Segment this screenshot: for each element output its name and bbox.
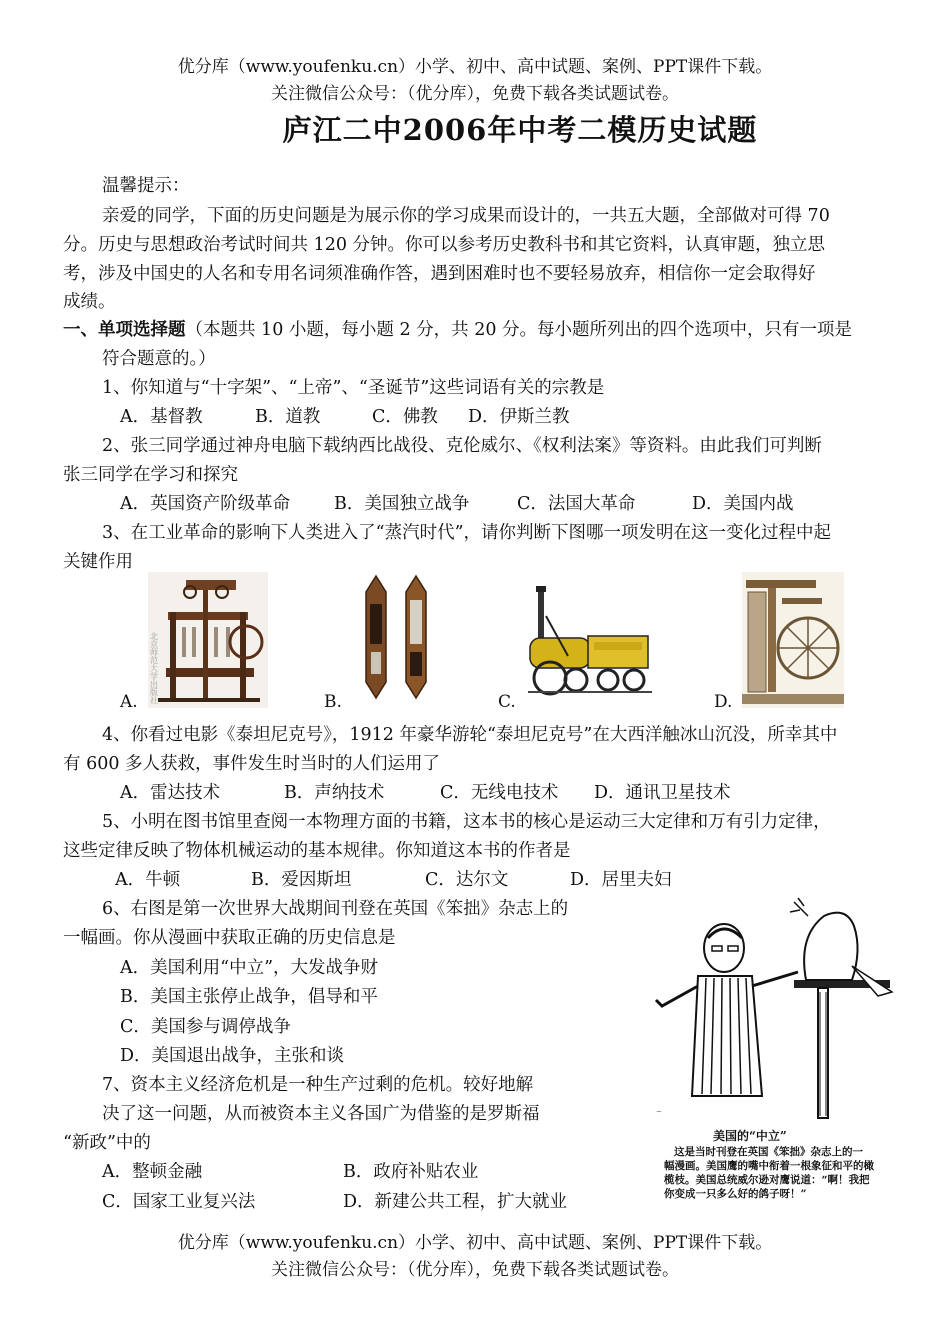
flying-shuttle-image <box>358 572 440 702</box>
cartoon-caption-3: 榄枝。美国总统威尔逊对鹰说道：“啊！我把 <box>664 1174 870 1186</box>
cartoon-caption-1: 这是当时刊登在英国《笨拙》杂志上的一 <box>674 1146 863 1158</box>
q7-stem-3: “新政”中的 <box>63 1133 151 1153</box>
q3-label-b: B. <box>324 692 342 712</box>
q7-stem-2: 决了这一问题，从而被资本主义各国广为借鉴的是罗斯福 <box>102 1104 540 1124</box>
section-1-heading: 一、单项选择题 <box>63 320 186 340</box>
q1-option-b: B．道教 <box>255 407 321 427</box>
q2-option-d: D．美国内战 <box>692 494 794 514</box>
image-watermark: 北京师范大学出版社 <box>149 632 159 704</box>
q4-stem-1: 4、你看过电影《泰坦尼克号》，1912 年豪华游轮“泰坦尼克号”在大西洋触冰山沉没，所幸其中 <box>102 725 838 745</box>
cartoon-caption-4: 你变成一只多么好的鸽子呀！” <box>664 1188 807 1200</box>
steam-locomotive-image <box>528 576 652 704</box>
spinning-jenny-image <box>148 572 268 708</box>
svg-text:~: ~ <box>656 1108 662 1116</box>
q5-stem-2: 这些定律反映了物体机械运动的基本规律。你知道这本书的作者是 <box>63 841 571 861</box>
q6-option-d: D．美国退出战争，主张和谈 <box>120 1046 345 1066</box>
cartoon-caption-2: 幅漫画。美国鹰的嘴中衔着一根象征和平的橄 <box>664 1160 874 1172</box>
q6-stem-1: 6、右图是第一次世界大战期间刊登在英国《笨拙》杂志上的 <box>102 899 569 919</box>
q3-label-c: C. <box>498 692 516 712</box>
section-1-heading-line <box>63 316 852 341</box>
intro-label: 温馨提示： <box>102 176 190 196</box>
q4-option-b: B．声纳技术 <box>284 783 385 803</box>
q5-option-b: B．爱因斯坦 <box>251 870 352 890</box>
q2-option-c: C．法国大革命 <box>517 494 636 514</box>
q2-option-b: B．美国独立战争 <box>334 494 470 514</box>
q3-stem-1: 3、在工业革命的影响下人类进入了“蒸汽时代”，请你判断下图哪一项发明在这一变化过程中起 <box>102 523 832 543</box>
header-line-2: 关注微信公众号：（优分库），免费下载各类试题试卷。 <box>271 84 679 104</box>
q5-option-d: D．居里夫妇 <box>570 870 672 890</box>
q4-option-a: A．雷达技术 <box>120 783 221 803</box>
wilson-eagle-cartoon <box>648 896 910 1122</box>
q7-stem-1: 7、资本主义经济危机是一种生产过剩的危机。较好地解 <box>102 1075 534 1095</box>
intro-line-2: 分。历史与思想政治考试时间共 120 分钟。你可以参考历史教科书和其它资料，认真审题，独立思 <box>63 235 826 255</box>
page-title: 庐江二中2006年中考二模历史试题 <box>282 113 758 147</box>
q5-stem-1: 5、小明在图书馆里查阅一本物理方面的书籍，这本书的核心是运动三大定律和万有引力定律， <box>102 812 831 832</box>
q3-stem-2: 关键作用 <box>63 552 133 572</box>
q2-stem-2: 张三同学在学习和探究 <box>63 465 238 485</box>
steam-engine-image <box>742 572 844 708</box>
q1-stem: 1、你知道与“十字架”、“上帝”、“圣诞节”这些词语有关的宗教是 <box>102 378 605 398</box>
intro-line-4: 成绩。 <box>63 292 116 312</box>
section-1-note: （本题共 10 小题，每小题 2 分，共 20 分。每小题所列出的四个选项中，只有一项是 <box>185 320 853 340</box>
q5-option-c: C．达尔文 <box>425 870 509 890</box>
q1-option-a: A．基督教 <box>120 407 203 427</box>
q7-option-d: D．新建公共工程，扩大就业 <box>343 1192 568 1212</box>
footer-line-2: 关注微信公众号：（优分库），免费下载各类试题试卷。 <box>271 1260 679 1280</box>
q4-stem-2: 有 600 多人获救，事件发生时当时的人们运用了 <box>63 754 441 774</box>
q1-option-d: D．伊斯兰教 <box>468 407 570 427</box>
intro-line-1: 亲爱的同学，下面的历史问题是为展示你的学习成果而设计的，一共五大题，全部做对可得 70 <box>102 206 830 226</box>
section-1-note-2: 符合题意的。） <box>102 349 216 369</box>
q7-option-c: C．国家工业复兴法 <box>102 1192 256 1212</box>
q2-stem-1: 2、张三同学通过神舟电脑下载纳西比战役、克伦威尔、《权利法案》等资料。由此我们可判断 <box>102 436 822 456</box>
q6-stem-2: 一幅画。你从漫画中获取正确的历史信息是 <box>63 928 396 948</box>
q6-option-a: A．美国利用“中立”，大发战争财 <box>120 958 379 978</box>
cartoon-title: 美国的“中立” <box>713 1129 787 1143</box>
q4-option-d: D．通讯卫星技术 <box>594 783 731 803</box>
q3-label-a: A. <box>120 692 138 712</box>
q2-option-a: A．英国资产阶级革命 <box>120 494 291 514</box>
q3-label-d: D. <box>714 692 733 712</box>
q4-option-c: C．无线电技术 <box>440 783 559 803</box>
q1-option-c: C．佛教 <box>372 407 438 427</box>
q5-option-a: A．牛顿 <box>115 870 181 890</box>
q7-option-a: A．整顿金融 <box>102 1162 203 1182</box>
intro-line-3: 考，涉及中国史的人名和专用名词须准确作答，遇到困难时也不要轻易放弃，相信你一定会取得好 <box>63 264 816 284</box>
q6-option-c: C．美国参与调停战争 <box>120 1017 291 1037</box>
header-line-1: 优分库（www.youfenku.cn）小学、初中、高中试题、案例、PPT课件下载。 <box>177 57 773 77</box>
q6-option-b: B．美国主张停止战争，倡导和平 <box>120 987 378 1007</box>
q7-option-b: B．政府补贴农业 <box>343 1162 479 1182</box>
footer-line-1: 优分库（www.youfenku.cn）小学、初中、高中试题、案例、PPT课件下载。 <box>177 1233 773 1253</box>
